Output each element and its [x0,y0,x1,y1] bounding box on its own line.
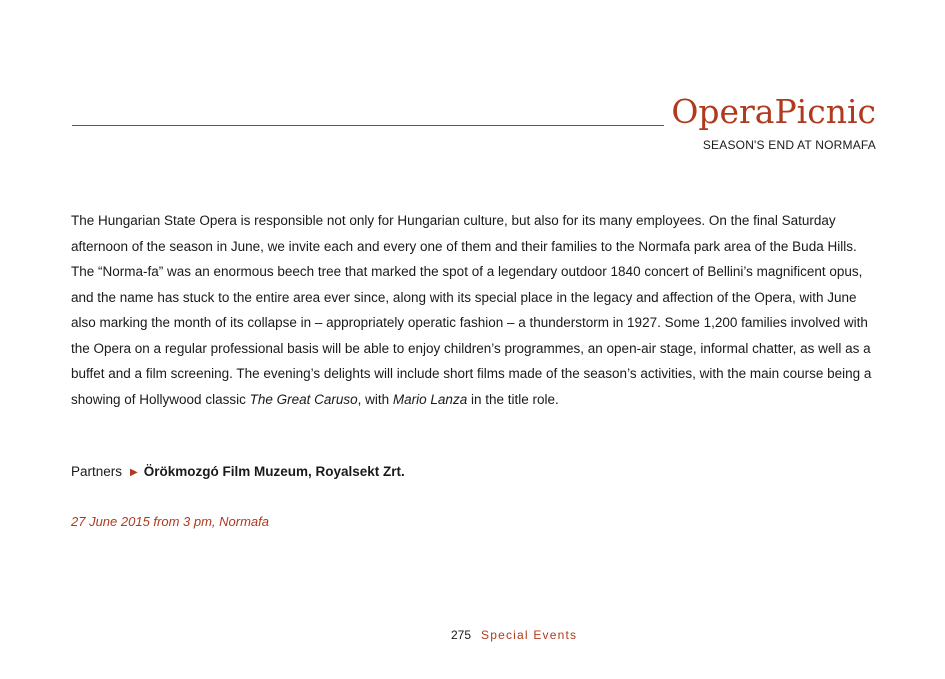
actor-name: Mario Lanza [392,391,468,407]
partners-label: Partners [71,464,123,479]
film-title: The Great Caruso [249,391,358,407]
partners-names: Örökmozgó Film Muzeum, Royalsekt Zrt. [143,464,405,479]
arrow-right-icon: ▶ [130,467,138,478]
page-title: OperaPicnic [671,92,876,131]
body-text-main: The Hungarian State Opera is responsible not only for Hungarian culture, but also for its many employees. On the final Saturday afternoon of the season in June, we invite each and every one of them and their families to the Normafa park area of the Buda Hills. The “Norma-fa” was an enormous beech tree that marked the spot of a legendary outdoor 1840 concert of Bellini’s magnificent opus, and the name has stuck to the entire area ever since, along with its special place in the legacy and affection of the Opera, with June also marking the month of its collapse in – appropriately operatic fashion – a thunderstorm in 1927. Some 1,200 families involved with the Opera on a regular professional basis will be able to enjoy children’s programmes, an open-air stage, informal chatter, as well as a buffet and a film screening. The evening’s delights will include short films made of the season’s activities, with the main course being a showing of Hollywood classic [71,213,872,407]
page-subtitle: SEASON'S END AT NORMAFA [702,138,876,152]
page-footer [451,626,577,644]
body-paragraph [71,208,877,412]
page-header [72,90,876,160]
partners-line [71,461,405,484]
header-rule [72,125,664,126]
section-name: Special Events [481,628,578,642]
body-text-end: in the title role. [467,391,559,407]
body-text-mid: , with [357,391,393,407]
event-date: 27 June 2015 from 3 pm, Normafa [71,514,269,529]
page-number: 275 [451,628,472,642]
